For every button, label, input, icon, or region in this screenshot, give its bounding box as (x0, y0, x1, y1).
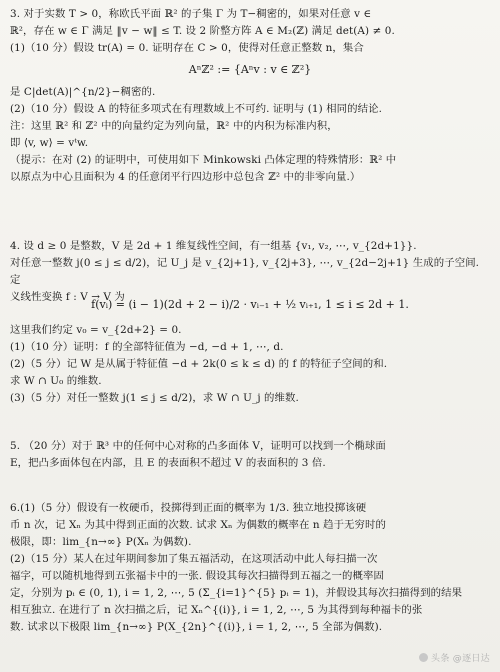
problem-4-formula: f(vᵢ) = (i − 1)(2d + 2 − i)/2 · vᵢ₋₁ + ½ vᵢ₊₁, 1 ≤ i ≤ 2d + 1. (91, 298, 409, 311)
problem-line: 这里我们约定 v₀ = v_{2d+2} = 0. (10, 324, 182, 336)
problem-line: 相互独立. 在进行了 n 次扫描之后，记 Xₙ^{(i)}, i = 1, 2, ⋯, 5 为其得到每种福卡的张 (10, 604, 423, 616)
problem-3-intro (10, 6, 490, 57)
problem-line: 3. 对于实数 T > 0，称欧氏平面 ℝ² 的子集 Γ 为 T−稠密的，如果对任意 v ∈ (10, 8, 372, 20)
problem-line: 是 C|det(A)|^{n/2}−稠密的. (10, 86, 156, 98)
problem-line: 福字，可以随机地得到五张福卡中的一张. 假设其每次扫描得到五福之一的概率固 (10, 570, 384, 582)
problem-line: ℝ²，存在 w ∈ Γ 满足 ‖v − w‖ ≤ T. 设 2 阶整方阵 A ∈ M₂(ℤ) 满足 det(A) ≠ 0. (10, 25, 395, 37)
problem-line: 对任意一整数 j(0 ≤ j ≤ d/2)，记 U_j 是 v_{2j+1}, v_{2j+3}, ⋯, v_{2d−2j+1} 生成的子空间. 定 (10, 257, 480, 286)
problem-3-parts (10, 84, 490, 186)
problem-line: (2)（5 分）记 W 是从属于特征值 −d + 2k(0 ≤ k ≤ d) 的 f 的特征子空间的和. (10, 358, 388, 370)
problem-line: （提示：在对 (2) 的证明中，可使用如下 Minkowski 凸体定理的特殊情形：ℝ² 中 (10, 154, 397, 166)
problem-4-parts (10, 322, 490, 407)
watermark-icon (419, 653, 428, 662)
problem-line: 极限，即：lim_{n→∞} P(Xₙ 为偶数). (10, 536, 192, 548)
problem-6 (10, 500, 490, 636)
problem-line: 义线性变换 f : V → V 为 (10, 291, 125, 303)
problem-line: 币 n 次，记 Xₙ 为其中得到正面的次数. 试求 Xₙ 为偶数的概率在 n 趋于无穷时的 (10, 519, 387, 531)
problem-line: 4. 设 d ≥ 0 是整数，V 是 2d + 1 维复线性空间，有一组基 {v₁, v₂, ⋯, v_{2d+1}}. (10, 240, 417, 252)
problem-line: (1)（10 分）假设 tr(A) = 0. 证明存在 C > 0，使得对任意正整数 n，集合 (10, 42, 364, 54)
problem-line: (2)（15 分）某人在过年期间参加了集五福活动，在这项活动中此人每扫描一次 (10, 553, 378, 565)
problem-line: 以原点为中心且面积为 4 的任意闭平行四边形中总包含 ℤ² 中的非零向量.） (10, 171, 361, 183)
problem-line: (2)（10 分）假设 A 的特征多项式在有理数域上不可约. 证明与 (1) 相同的结论. (10, 103, 383, 115)
problem-line: 定，分别为 pᵢ ∈ (0, 1), i = 1, 2, ⋯, 5 (Σ_{i=1}^{5} pᵢ = 1)，并假设其每次扫描得到的结果 (10, 587, 463, 599)
problem-line: E，把凸多面体包在内部，且 E 的表面积不超过 V 的表面积的 3 倍. (10, 457, 326, 469)
problem-line: 6.(1)（5 分）假设有一枚硬币，投掷得到正面的概率为 1/3. 独立地投掷该硬 (10, 502, 367, 514)
problem-line: 数. 试求以下极限 lim_{n→∞} P(X_{2n}^{(i)}, i = 1, 2, ⋯, 5 全部为偶数). (10, 621, 383, 633)
watermark (419, 651, 490, 664)
watermark-text: 头条 @逐日达 (431, 654, 490, 664)
problem-line: (1)（10 分）证明：f 的全部特征值为 −d, −d + 1, ⋯, d. (10, 341, 284, 353)
problem-4-intro (10, 238, 490, 306)
problem-line: 5. （20 分）对于 ℝ³ 中的任何中心对称的凸多面体 V，证明可以找到一个椭球面 (10, 440, 386, 452)
problem-line: (3)（5 分）对任一整数 j(1 ≤ j ≤ d/2)，求 W ∩ U_j 的维数. (10, 392, 299, 404)
problem-line: 即 ⟨v, w⟩ = vᵗw. (10, 137, 89, 149)
problem-line: 注：这里 ℝ² 和 ℤ² 中的向量约定为列向量，ℝ² 中的内积为标准内积， (10, 120, 338, 132)
problem-line: 求 W ∩ U₀ 的维数. (10, 375, 102, 387)
problem-5 (10, 438, 490, 472)
problem-3-formula: Aⁿℤ² := {Aⁿv : v ∈ ℤ²} (188, 63, 312, 76)
